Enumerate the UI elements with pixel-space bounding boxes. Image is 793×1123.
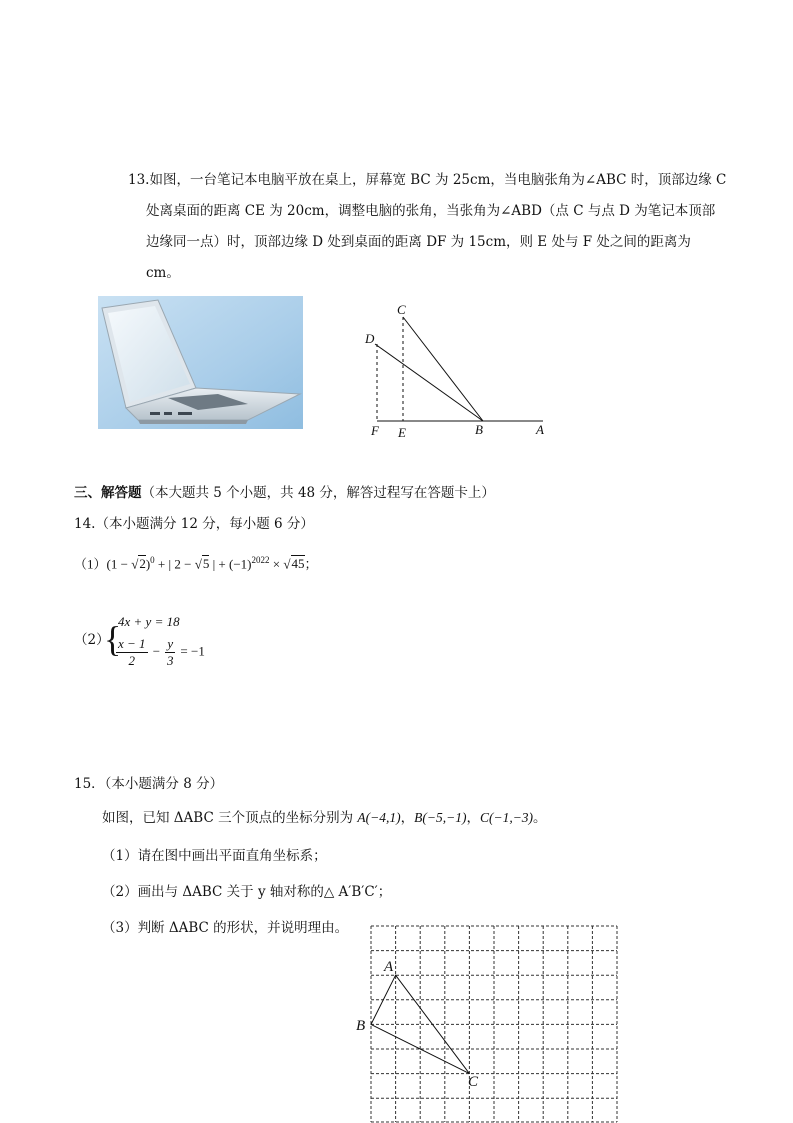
dashed-grid bbox=[371, 926, 617, 1122]
q14-p1-text-e: × bbox=[269, 556, 284, 572]
grid-label-A: A bbox=[384, 959, 394, 975]
section-3-note: （本大题共 5 个小题，共 48 分，解答过程写在答题卡上） bbox=[141, 485, 495, 501]
coord-A: A(−4,1) bbox=[357, 810, 401, 825]
frac1-denominator: 2 bbox=[128, 653, 136, 668]
q15-intro bbox=[102, 808, 547, 828]
sqrt-5-radicand: 5 bbox=[202, 556, 210, 572]
q15-item-3: （3）判断 ΔABC 的形状，并说明理由。 bbox=[102, 920, 349, 936]
sqrt-5: √5 bbox=[194, 556, 210, 572]
q14-p1-text-d: | + (−1) bbox=[209, 556, 252, 572]
q15-item-1: （1）请在图中画出平面直角坐标系； bbox=[102, 848, 327, 864]
q14-p1-prefix: （1） bbox=[74, 556, 107, 572]
q14-p2-prefix: （2） bbox=[74, 632, 110, 648]
q13-line-1: 13.如图，一台笔记本电脑平放在桌上，屏幕宽 BC 为 25cm，当电脑张角为∠ABC 时，顶部边缘 C bbox=[128, 172, 727, 188]
frac2-numerator: y bbox=[167, 636, 174, 651]
label-E: E bbox=[398, 425, 406, 440]
exponent-2022: 2022 bbox=[251, 555, 270, 565]
fraction-y-over-3 bbox=[165, 636, 175, 669]
system-brace: { bbox=[104, 619, 122, 659]
q15-sep-1: ， bbox=[400, 810, 415, 826]
coord-C: C(−1,−3) bbox=[479, 810, 534, 825]
grid-label-B: B bbox=[356, 1018, 366, 1034]
p2-minus: − bbox=[149, 643, 164, 659]
sqrt-45: √45 bbox=[283, 556, 305, 572]
label-F: F bbox=[371, 423, 379, 438]
sqrt-2-radicand: 2 bbox=[139, 556, 146, 572]
q15-item-2: （2）画出与 ΔABC 关于 y 轴对称的△ A′B′C′； bbox=[102, 884, 392, 900]
q14-p1-text-b: ) bbox=[145, 556, 151, 572]
laptop-photo bbox=[98, 296, 303, 429]
q13-line-2: 处离桌面的距离 CE 为 20cm，调整电脑的张角，当张角为∠ABD（点 C 与点 D 为笔记本顶部 bbox=[146, 203, 716, 219]
label-B: B bbox=[475, 422, 483, 437]
sqrt-45-radicand: 45 bbox=[291, 556, 305, 572]
q14-part-1 bbox=[74, 550, 318, 574]
label-A: A bbox=[536, 422, 544, 437]
q14-p1-text-a: (1 − bbox=[106, 556, 132, 572]
line-DB bbox=[375, 344, 483, 421]
q15-intro-text: 如图，已知 ΔABC 三个顶点的坐标分别为 bbox=[102, 810, 358, 826]
exponent-0: 0 bbox=[150, 555, 155, 565]
q14-header: 14.（本小题满分 12 分，每小题 6 分） bbox=[74, 516, 314, 532]
section-3-heading bbox=[74, 483, 495, 503]
q15-intro-end: 。 bbox=[533, 810, 547, 826]
q14-p2-equation-1: 4x + y = 18 bbox=[118, 614, 180, 629]
grid-label-C: C bbox=[468, 1074, 479, 1090]
q14-p2-equation-2 bbox=[114, 636, 205, 669]
section-3-title: 三、解答题 bbox=[74, 485, 142, 501]
p2-rhs: = −1 bbox=[177, 643, 205, 659]
q15-header: 15．（本小题满分 8 分） bbox=[74, 776, 224, 792]
q14-p1-end: ； bbox=[304, 556, 318, 572]
q15-sep-2: ， bbox=[466, 810, 480, 826]
q15-grid-figure bbox=[350, 920, 625, 1123]
frac2-denominator: 3 bbox=[167, 653, 174, 668]
q14-p1-text-c: + | 2 − bbox=[154, 556, 195, 572]
label-C: C bbox=[397, 302, 406, 317]
q13-geometry-figure bbox=[355, 295, 555, 445]
frac1-numerator: x − 1 bbox=[118, 636, 146, 651]
q13-line-3: 边缘同一点）时，顶部边缘 D 处到桌面的距离 DF 为 15cm，则 E 处与 F 处之间的距离为 bbox=[146, 234, 691, 250]
coord-B: B(−5,−1) bbox=[414, 810, 467, 825]
label-D: D bbox=[365, 331, 375, 346]
q13-line-4: cm。 bbox=[146, 265, 180, 281]
line-CB bbox=[403, 317, 483, 421]
sqrt-2: √2 bbox=[131, 556, 146, 572]
fraction-x-minus-1-over-2 bbox=[116, 636, 148, 669]
